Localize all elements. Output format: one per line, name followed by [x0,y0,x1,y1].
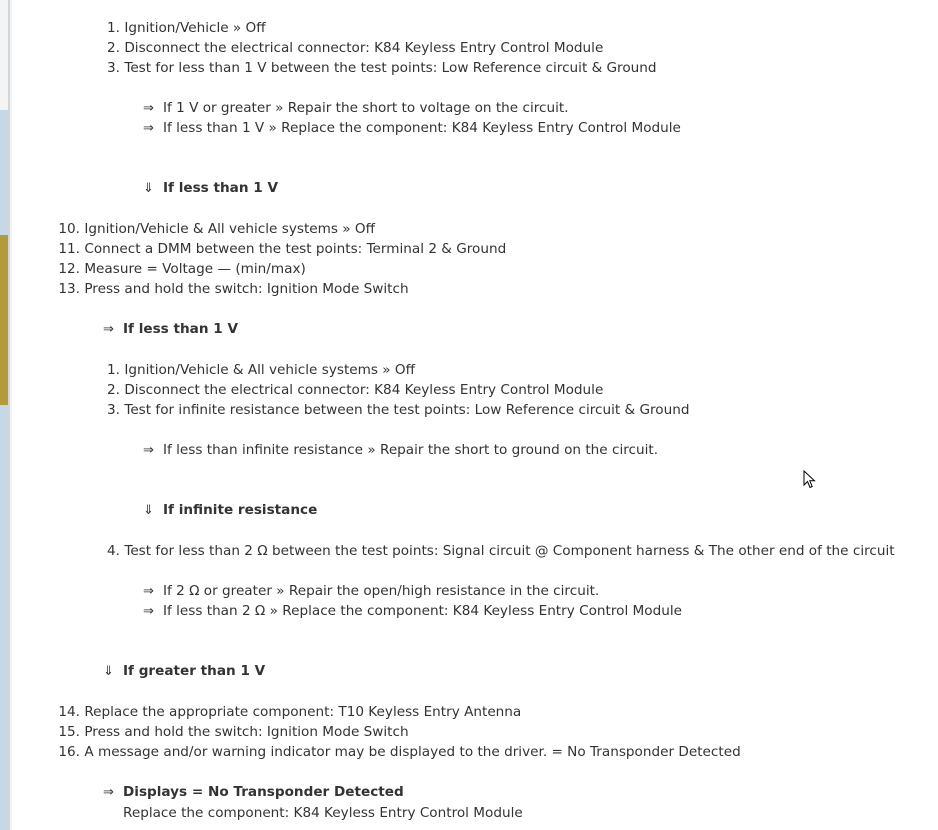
step-number: 1. [107,20,120,36]
result-text: If 2 Ω or greater » Repair the open/high resistance in the circuit. [163,583,600,599]
result-item [143,98,569,118]
branch-text: If greater than 1 V [123,663,266,679]
list-item [56,219,375,239]
step-number: 10. [58,221,80,237]
step-text: Ignition/Vehicle & All vehicle systems » Off [84,221,375,237]
implies-arrow-icon: ⇒ [143,121,154,136]
implies-arrow-icon: ⇒ [103,785,114,800]
list-item [96,380,603,400]
step-text: Ignition/Vehicle » Off [124,20,266,36]
step-text: Test for less than 2 Ω between the test points: Signal circuit @ Component harness & The other end of the circuit [124,543,895,559]
result-text: If 1 V or greater » Repair the short to voltage on the circuit. [163,100,569,116]
result-item [143,581,599,601]
branch-text: If less than 1 V [163,180,278,196]
implies-arrow-icon: ⇒ [103,322,114,337]
step-number: 15. [58,724,80,740]
step-number: 16. [58,744,80,760]
branch-heading [103,661,265,681]
step-text: Test for infinite resistance between the test points: Low Reference circuit & Ground [124,402,690,418]
step-text: Press and hold the switch: Ignition Mode Switch [84,724,409,740]
down-arrow-icon: ⇓ [103,664,114,679]
result-text: If less than 2 Ω » Replace the component: K84 Keyless Entry Control Module [163,603,682,619]
list-item [96,18,266,38]
step-number: 2. [107,40,120,56]
list-item [56,702,521,722]
list-item [96,400,689,420]
step-number: 3. [107,60,120,76]
list-item [96,58,657,78]
step-text: A message and/or warning indicator may be displayed to the driver. = No Transponder Detected [84,744,741,760]
step-number: 4. [107,543,120,559]
step-text: Test for less than 1 V between the test points: Low Reference circuit & Ground [124,60,657,76]
step-text: Measure = Voltage — (min/max) [84,261,306,277]
result-text: If less than infinite resistance » Repair the short to ground on the circuit. [163,442,659,458]
step-text: Replace the appropriate component: T10 Keyless Entry Antenna [84,704,522,720]
step-number: 1. [107,362,120,378]
list-item [56,239,506,259]
branch-text: If infinite resistance [163,502,318,518]
list-item [96,360,415,380]
step-text: Disconnect the electrical connector: K84 Keyless Entry Control Module [124,40,604,56]
step-text: Connect a DMM between the test points: Terminal 2 & Ground [84,241,507,257]
step-number: 3. [107,402,120,418]
list-item [96,38,603,58]
step-number: 2. [107,382,120,398]
down-arrow-icon: ⇓ [143,181,154,196]
step-text: Disconnect the electrical connector: K84 Keyless Entry Control Module [124,382,604,398]
list-item [56,259,306,279]
branch-text: If less than 1 V [123,321,238,337]
list-item [56,722,409,742]
list-item [96,541,895,561]
step-text: Press and hold the switch: Ignition Mode Switch [84,281,409,297]
branch-heading [143,500,317,520]
mouse-pointer-icon [803,470,817,490]
step-text: Ignition/Vehicle & All vehicle systems » Off [124,362,415,378]
implies-arrow-icon: ⇒ [143,443,154,458]
branch-heading [103,782,404,802]
implies-arrow-icon: ⇒ [143,584,154,599]
step-number: 12. [58,261,80,277]
branch-heading [143,178,278,198]
result-item [143,601,682,621]
final-action: Replace the component: K84 Keyless Entry Control Module [123,805,523,821]
result-item [143,440,658,460]
result-text: If less than 1 V » Replace the component: K84 Keyless Entry Control Module [163,120,681,136]
step-number: 11. [58,241,80,257]
implies-arrow-icon: ⇒ [143,604,154,619]
down-arrow-icon: ⇓ [143,503,154,518]
branch-heading [103,319,238,339]
list-item [56,742,741,762]
implies-arrow-icon: ⇒ [143,101,154,116]
branch-text: Displays = No Transponder Detected [123,784,404,800]
list-item [56,279,409,299]
step-number: 13. [58,281,80,297]
step-number: 14. [58,704,80,720]
result-item [143,118,681,138]
